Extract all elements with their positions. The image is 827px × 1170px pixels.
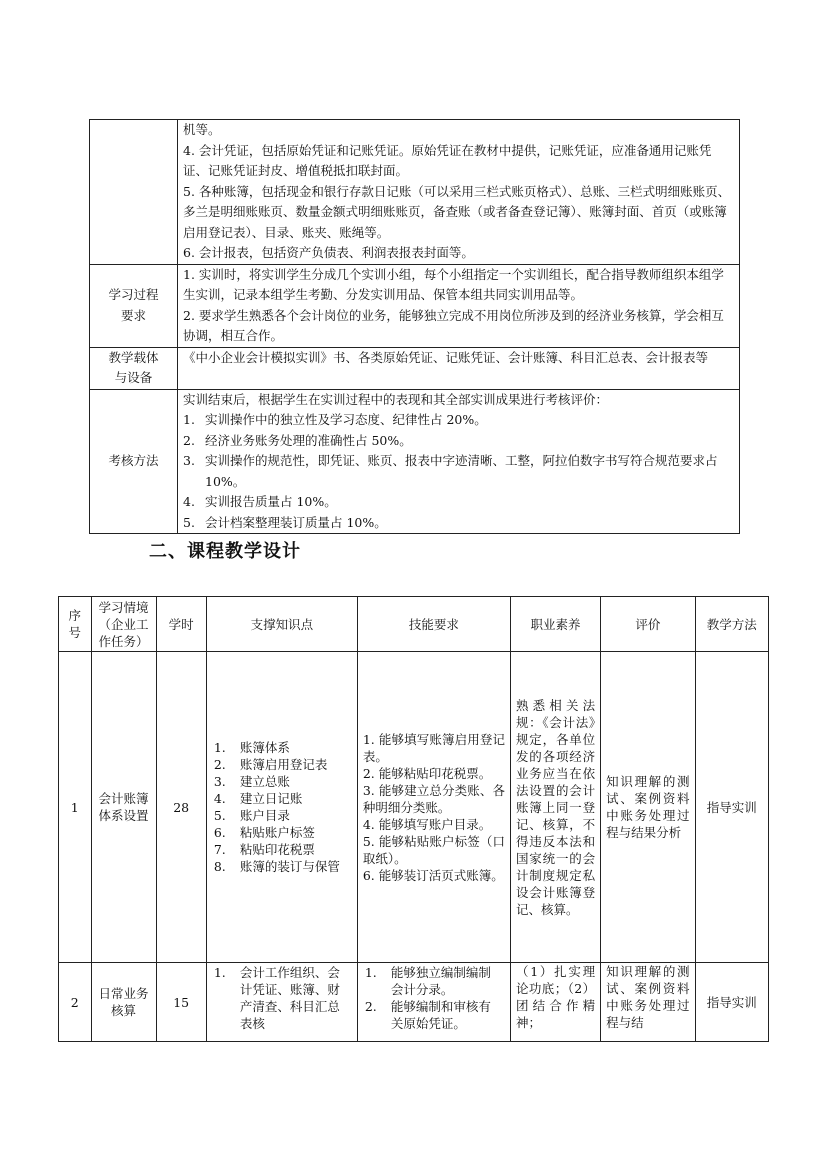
header-skills: 技能要求 xyxy=(357,597,510,652)
knowledge-item-number: 5. xyxy=(213,808,226,823)
knowledge-item xyxy=(208,756,356,773)
skill-item xyxy=(359,964,509,998)
row2-skills xyxy=(357,963,510,1042)
row2-knowledge xyxy=(206,963,357,1042)
knowledge-item-text: 粘贴印花税票 xyxy=(239,842,315,857)
header-task-line3: 作任务） xyxy=(98,633,149,649)
knowledge-item-text: 账簿体系 xyxy=(239,740,290,755)
knowledge-item-text: 粘贴账户标签 xyxy=(239,825,315,840)
training-conditions-table xyxy=(89,119,740,534)
knowledge-item xyxy=(208,790,356,807)
section-title: 二、课程教学设计 xyxy=(149,541,301,562)
knowledge-item-number: 1. xyxy=(213,740,226,755)
knowledge-item-number: 3. xyxy=(213,774,226,789)
assessment-item xyxy=(183,513,734,534)
knowledge-item-number: 7. xyxy=(213,842,226,857)
knowledge-item-text: 会计工作组织、会计凭证、账簿、财产清查、科目汇总表核 xyxy=(239,965,340,1031)
carrier-label xyxy=(90,347,178,389)
header-seq-line2: 号 xyxy=(68,625,81,640)
skill-item: 3. 能够建立总分类账、各种明细分类账。 xyxy=(362,782,505,815)
assessment-intro: 实训结束后，根据学生在实训过程中的表现和其全部实训成果进行考核评价： xyxy=(183,391,609,407)
knowledge-item-number: 4. xyxy=(213,791,226,806)
header-task xyxy=(91,597,156,652)
assessment-item-text: 实训操作中的独立性及学习态度、纪律性占 20%。 xyxy=(205,412,487,427)
assessment-item xyxy=(183,410,734,431)
row2-quality xyxy=(510,963,600,1042)
skill-item: 4. 能够填写账户目录。 xyxy=(362,816,492,832)
materials-cell xyxy=(178,120,740,265)
skill-item-number: 2. xyxy=(364,999,377,1014)
table-row xyxy=(59,652,769,963)
materials-line0: 机等。 xyxy=(183,122,221,137)
row2-quality-clip: （1）扎实理论功底；（2）团结合作精神； xyxy=(515,964,596,1030)
row1-task xyxy=(91,652,156,963)
knowledge-item-number: 2. xyxy=(213,757,226,772)
assessment-item-text: 实训报告质量占 10%。 xyxy=(205,494,337,509)
knowledge-item-number: 6. xyxy=(213,825,226,840)
process-cell xyxy=(178,264,740,347)
assessment-item-number: 2. xyxy=(183,432,195,448)
row2-knowledge-clip xyxy=(208,964,356,1040)
row2-seq: 2 xyxy=(59,963,92,1042)
knowledge-item xyxy=(208,739,356,756)
skill-item: 6. 能够装订活页式账簿。 xyxy=(362,867,504,883)
skill-item: 2. 能够粘贴印花税票。 xyxy=(362,765,492,781)
row1-task-line2: 体系设置 xyxy=(98,808,149,823)
header-knowledge: 支撑知识点 xyxy=(206,597,357,652)
table-header-row xyxy=(59,597,769,652)
row1-quality: 熟悉相关法规：《会计法》规定，各单位发的各项经济业务应当在依法设置的会计账簿上同一登记、核算，不得违反本法和国家统一的会计制度规定私设会计账簿登记、核算。 xyxy=(510,652,600,963)
knowledge-item xyxy=(208,807,356,824)
knowledge-item xyxy=(208,964,356,1032)
header-seq-line1: 序 xyxy=(68,608,81,623)
row2-evaluation xyxy=(601,963,695,1042)
course-design-table xyxy=(58,596,769,1042)
header-task-line2: （企业工 xyxy=(98,616,149,632)
header-seq xyxy=(59,597,92,652)
knowledge-item-text: 建立总账 xyxy=(239,774,290,789)
process-item2: 2. 要求学生熟悉各个会计岗位的业务，能够独立完成不用岗位所涉及到的经济业务核算，学会相互协调，相互合作。 xyxy=(183,307,724,343)
row1-skills xyxy=(357,652,510,963)
skill-item-text: 能够编制和审核有关原始凭证。 xyxy=(390,999,491,1031)
header-quality: 职业素养 xyxy=(510,597,600,652)
carrier-cell xyxy=(178,347,740,389)
row1-knowledge xyxy=(206,652,357,963)
skill-item: 5. 能够粘贴账户标签（口取纸）。 xyxy=(362,833,505,866)
knowledge-item-text: 账簿的装订与保管 xyxy=(239,859,340,874)
row2-task-line1: 日常业务 xyxy=(98,986,149,1001)
assessment-item-text: 会计档案整理装订质量占 10%。 xyxy=(205,514,387,530)
skill-item-number: 1. xyxy=(364,965,377,980)
row2-task-line2: 核算 xyxy=(111,1003,137,1018)
assessment-item xyxy=(183,431,734,452)
header-task-line1: 学习情境 xyxy=(98,599,149,615)
row1-hours: 28 xyxy=(156,652,206,963)
knowledge-item xyxy=(208,773,356,790)
carrier-text: 《中小企业会计模拟实训》书、各类原始凭证、记账凭证、会计账簿、科目汇总表、会计报表等 xyxy=(183,349,709,365)
knowledge-item-text: 账簿启用登记表 xyxy=(239,757,328,772)
skill-item-text: 能够独立编制编制会计分录。 xyxy=(390,965,491,997)
knowledge-item-number: 8. xyxy=(213,859,226,874)
row1-task-line1: 会计账簿 xyxy=(98,791,149,806)
knowledge-item-text: 建立日记账 xyxy=(239,791,303,806)
assessment-item-number: 4. xyxy=(183,494,195,509)
knowledge-item-text: 账户目录 xyxy=(239,808,290,823)
materials-row xyxy=(90,120,740,265)
header-method: 教学方法 xyxy=(695,597,768,652)
knowledge-item xyxy=(208,841,356,858)
skill-item xyxy=(359,998,509,1032)
carrier-label-line2: 与设备 xyxy=(114,370,153,385)
row2-task xyxy=(91,963,156,1042)
row2-evaluation-clip: 知识理解的测试、案例资料中账务处理过程与结 xyxy=(606,964,690,1030)
assessment-label: 考核方法 xyxy=(90,389,178,534)
knowledge-item-number: 1. xyxy=(213,965,226,980)
table-row xyxy=(59,963,769,1042)
process-label xyxy=(90,264,178,347)
row1-evaluation: 知识理解的测试、案例资料中账务处理过程与结果分析 xyxy=(601,652,695,963)
process-item1: 1. 实训时，将实训学生分成几个实训小组，每个小组指定一个实训组长，配合指导教师组织本组学生实训，记录本组学生考勤、分发实训用品、保管本组共同实训用品等。 xyxy=(183,266,724,302)
row1-seq: 1 xyxy=(59,652,92,963)
assessment-item-number: 5. xyxy=(183,514,195,530)
process-label-line2: 要求 xyxy=(120,307,146,323)
assessment-cell xyxy=(178,389,740,534)
assessment-row xyxy=(90,389,740,534)
row2-skills-clip xyxy=(359,964,509,1040)
knowledge-item xyxy=(208,824,356,841)
assessment-item xyxy=(183,492,734,513)
row2-hours: 15 xyxy=(156,963,206,1042)
process-row xyxy=(90,264,740,347)
carrier-label-line1: 教学载体 xyxy=(108,349,159,365)
row2-method: 指导实训 xyxy=(695,963,768,1042)
header-evaluation: 评价 xyxy=(601,597,695,652)
assessment-item xyxy=(183,451,734,492)
assessment-item-text: 经济业务账务处理的准确性占 50%。 xyxy=(205,432,412,448)
assessment-item-number: 1. xyxy=(183,412,195,427)
assessment-item-number: 3. xyxy=(183,453,195,468)
materials-label-cell xyxy=(90,120,178,265)
materials-item4: 4. 会计凭证，包括原始凭证和记账凭证。原始凭证在教材中提供，记账凭证，应准备通用记账凭证、记账凭证封皮、增值税抵扣联封面。 xyxy=(183,142,712,178)
carrier-row xyxy=(90,347,740,389)
assessment-item-text: 实训操作的规范性，即凭证、账页、报表中字迹清晰、工整，阿拉伯数字书写符合规范要求占 10%。 xyxy=(205,453,718,489)
materials-item5: 5. 各种账簿，包括现金和银行存款日记账（可以采用三栏式账页格式）、总账、三栏式明细账账页、多兰是明细账账页、数量金额式明细账账页，备查账（或者备查登记簿）、账簿封面、首页（或账簿启用登记表）、目录、账夹、账绳等。 xyxy=(183,183,731,240)
knowledge-item xyxy=(208,858,356,875)
process-label-line1: 学习过程 xyxy=(108,287,159,302)
skill-item: 1. 能够填写账簿启用登记表。 xyxy=(362,731,505,764)
header-hours: 学时 xyxy=(156,597,206,652)
row1-method: 指导实训 xyxy=(695,652,768,963)
materials-item6: 6. 会计报表，包括资产负债表、利润表报表封面等。 xyxy=(183,245,474,260)
